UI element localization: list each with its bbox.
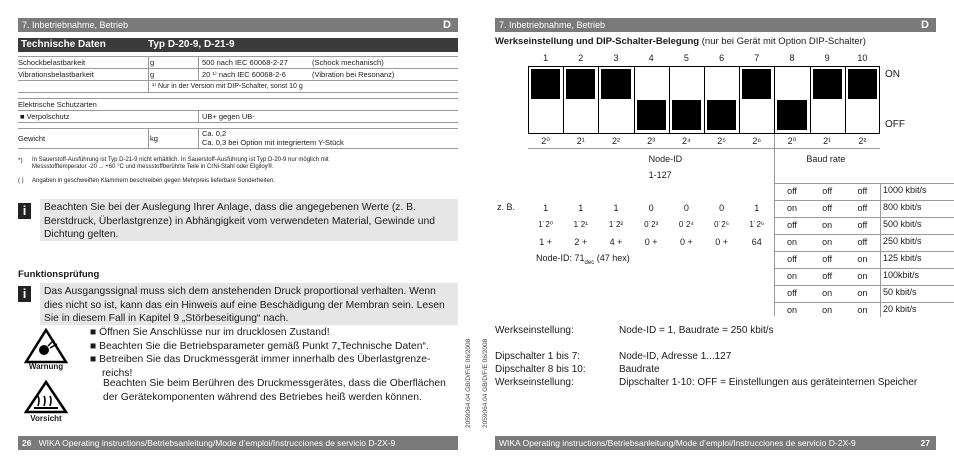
left-header-title: 7. Inbetriebnahme, Betrieb — [22, 20, 129, 30]
baud-rate-label: Baud rate — [806, 154, 846, 164]
right-header-bar — [495, 18, 936, 32]
baud-cell: off — [822, 186, 833, 196]
protection-title: Elektrische Schutzarten — [18, 100, 97, 109]
right-side-code: 2059064.04 GB/D/F/E 06/2008 — [482, 338, 489, 428]
example-sum: 2 + — [574, 237, 588, 247]
werk2-label: Werkseinstellung: — [495, 377, 574, 388]
baud-cell: off — [857, 220, 868, 230]
dip-switch-number: 6 — [719, 53, 725, 63]
warning-item-2: ■ Beachten Sie die Betriebsparameter gemäß Punkt 7„Technische Daten“. — [90, 340, 429, 352]
baud-cell: on — [786, 237, 797, 247]
row-vib-unit: g — [150, 70, 155, 79]
baud-rate-value: 100kbit/s — [883, 270, 920, 280]
baud-cell: on — [786, 271, 797, 281]
left-page-number: 26 — [22, 438, 32, 448]
dip-col-divider — [845, 66, 846, 134]
dip-switch-lever — [531, 69, 560, 99]
baud-rate-value: 20 kbit/s — [883, 304, 917, 314]
caution-box — [18, 380, 74, 426]
baud-rate-value: 800 kbit/s — [883, 202, 922, 212]
dip810-label: Dipschalter 8 bis 10: — [495, 364, 586, 375]
baud-cell: off — [822, 203, 833, 213]
example-bit: 0 — [683, 203, 689, 213]
node-id-result-value: Node-ID: 71 — [536, 253, 585, 263]
row-vib-label: Vibrationsbelastbarkeit — [18, 70, 94, 79]
werk1-label: Werkseinstellung: — [495, 325, 574, 336]
baud-cell: off — [787, 220, 797, 230]
baud-cell: on — [822, 220, 833, 230]
dip-power-label: 2⁵ — [717, 136, 726, 146]
baud-row-line — [774, 268, 954, 269]
baud-cell: on — [822, 305, 833, 315]
baud-cell: off — [857, 186, 868, 196]
star-mark: *) — [18, 157, 23, 164]
info-icon: i — [18, 203, 31, 219]
dip-switch-lever — [601, 69, 630, 99]
dip-switch-lever — [672, 100, 701, 130]
dip-power-label: 2² — [611, 136, 620, 146]
weight-value-1: Ca. 0,2 — [202, 129, 227, 138]
baud-row-line — [774, 285, 954, 286]
weight-unit: kg — [150, 134, 158, 143]
baud-cell: on — [857, 271, 868, 281]
weight-label: Gewicht — [18, 134, 46, 143]
dip-power-label: 2⁶ — [752, 136, 762, 146]
right-page-number: 27 — [920, 438, 930, 448]
example-bit: 1 — [754, 203, 760, 213]
node-id-result-hex: (47 hex) — [594, 253, 630, 263]
right-header-title: 7. Inbetriebnahme, Betrieb — [499, 20, 606, 30]
example-sum: 4 + — [609, 237, 623, 247]
dip-col-divider — [634, 66, 635, 134]
hot-surface-icon — [24, 380, 68, 414]
right-header-lang: D — [921, 19, 929, 31]
dip-col-divider — [704, 66, 705, 134]
dip-switch-lever — [707, 100, 736, 130]
example-product: 0˙2³ — [644, 220, 659, 229]
dip-off-label: OFF — [885, 119, 905, 130]
weight-value-2: Ca. 0,3 bei Option mit integriertem Y-Stück — [202, 138, 344, 147]
paren-mark: ( ) — [18, 178, 24, 184]
dip-on-label: ON — [885, 69, 900, 80]
example-product: 1˙2⁰ — [538, 220, 553, 229]
dip-power-label: 2³ — [647, 136, 656, 146]
baud-row-line — [774, 217, 954, 218]
warning-item-3: ■ Betreiben Sie das Druckmessgerät immer innerhalb des Überlastgrenze-reichs! — [90, 354, 431, 379]
dip-switch-lever — [566, 69, 595, 99]
example-sum: 64 — [751, 237, 762, 247]
example-product: 0˙2⁵ — [714, 220, 730, 229]
dip-switch-number: 10 — [857, 53, 868, 63]
tech-heading-2: Typ D-20-9, D-21-9 — [148, 39, 235, 50]
example-product: 1˙2¹ — [573, 220, 588, 229]
baud-cell: on — [857, 288, 868, 298]
tech-heading-1: Technische Daten — [21, 39, 106, 50]
dip-switch-number: 4 — [648, 53, 654, 63]
baud-rate-value: 50 kbit/s — [883, 287, 917, 297]
dip-col-divider — [810, 66, 811, 134]
dip-col-divider — [598, 66, 599, 134]
baud-cell: off — [787, 288, 797, 298]
dip-switch-lever — [742, 69, 771, 99]
protection-item: ■ Verpolschutz — [20, 112, 70, 121]
dip-switch-number: 2 — [578, 53, 584, 63]
left-footer — [18, 436, 458, 450]
dip-power-label: 2⁴ — [681, 136, 691, 146]
baud-cell: on — [786, 305, 797, 315]
dip-switch-number: 9 — [824, 53, 830, 63]
dip-col-divider — [669, 66, 670, 134]
example-bit: 1 — [543, 203, 549, 213]
dip-power-label: 2⁰ — [541, 136, 550, 146]
info-text-1: Beachten Sie bei der Auslegung Ihrer Anlage, dass die angegebenen Werte (z. B. Berstdruck, Überlastgrenze) in Abhängigkeit vom verwendeten Material, Gewinde und Dichtung gelten. — [44, 202, 435, 240]
dip-switch-lever — [637, 100, 666, 130]
baud-cell: on — [822, 237, 833, 247]
example-sum: 0 + — [715, 237, 728, 247]
protection-value: UB+ gegen UB- — [202, 112, 255, 121]
example-bit: 0 — [648, 203, 654, 213]
dip-power-label: 2² — [858, 136, 867, 146]
node-id-result — [536, 254, 630, 268]
example-product: 1˙2² — [608, 220, 624, 229]
caution-label: Vorsicht — [30, 414, 62, 423]
left-footer-text: WIKA Operating instructions/Betriebsanleitung/Mode d’emploi/Instrucciones de servicio D-2X-9 — [38, 438, 396, 448]
dip-power-label: 2⁰ — [787, 136, 797, 146]
dip-title: Werkseinstellung und DIP-Schalter-Belegung (nur bei Gerät mit Option DIP-Schalter) — [495, 36, 866, 47]
dip17-label: Dipschalter 1 bis 7: — [495, 351, 581, 362]
werk1-value: Node-ID = 1, Baudrate = 250 kbit/s — [619, 325, 774, 336]
dip-switch-lever — [848, 69, 877, 99]
dip-switch-number: 7 — [754, 53, 760, 63]
star-text-2: Messstofftemperatur -20 ... +60 °C und messstoffberührte Teile in CrNi-Stahl oder Elgiloy®. — [32, 164, 274, 170]
example-bit: 1 — [578, 203, 584, 213]
warning-icon — [24, 328, 68, 364]
row-shock-value: 500 nach IEC 60068-2-27 — [202, 58, 288, 67]
dip-switch-number: 1 — [543, 53, 549, 63]
baud-row-line — [774, 183, 954, 184]
left-side-code: 2059064.04 GB/D/F/E 06/2008 — [465, 338, 472, 428]
paren-text: Angaben in geschweiften Klammern beschreiben gegen Mehrpreis lieferbare Sonderheiten. — [32, 178, 275, 184]
baud-value-divider — [880, 183, 881, 317]
row-shock-unit: g — [150, 58, 155, 67]
dip17-value: Node-ID, Adresse 1...127 — [619, 351, 732, 362]
funktion-title: Funktionsprüfung — [18, 269, 100, 280]
baud-cell: on — [822, 288, 833, 298]
node-id-result-sub: dec — [584, 259, 595, 266]
baud-row-line — [774, 302, 954, 303]
dip-row-line — [528, 148, 880, 149]
baud-cell: off — [857, 203, 868, 213]
warning-list — [90, 326, 458, 380]
example-product: 0˙2⁴ — [678, 220, 694, 229]
node-id-label: Node-ID — [648, 154, 683, 164]
right-page — [477, 0, 954, 471]
dip-col-divider — [563, 66, 564, 134]
baud-cell: on — [786, 203, 797, 213]
dip-switch-number: 8 — [789, 53, 795, 63]
baud-rate-value: 250 kbit/s — [883, 236, 922, 246]
dip-power-label: 2¹ — [823, 136, 832, 146]
row-vib-note: (Vibration bei Resonanz) — [312, 70, 395, 79]
caution-text: Beachten Sie beim Berühren des Druckmessgerätes, dass die Oberflächen der Gerätekomponenten während des Betriebes heiß werden können. — [103, 378, 446, 403]
example-product: 1˙2⁶ — [749, 220, 765, 229]
dip-col-divider — [739, 66, 740, 134]
dip810-value: Baudrate — [619, 364, 660, 375]
dip-switch-lever — [777, 100, 806, 130]
baud-cell: on — [857, 254, 868, 264]
row-vib-value: 20 ¹⁾ nach IEC 60068-2-6 — [202, 70, 286, 79]
table-footnote-1: ¹⁾ Nur in der Version mit DIP-Schalter, sonst 10 g — [152, 83, 303, 90]
row-shock-note: (Schock mechanisch) — [312, 58, 384, 67]
info-text-2: Das Ausgangssignal muss sich dem anstehenden Druck proportional verhalten. Wenn dies nicht so ist, kann das ein Hinweis auf eine Beschädigung der Membran sein. Lesen Sie in diesem Fall in Kapitel 9 „Störbeseitigung“ nach. — [44, 286, 445, 324]
dip-switch-number: 5 — [683, 53, 689, 63]
tech-table-heading — [18, 38, 458, 52]
baud-rate-value: 125 kbit/s — [883, 253, 922, 263]
right-footer — [495, 436, 936, 450]
example-bit: 0 — [719, 203, 725, 213]
werk2-value: Dipschalter 1-10: OFF = Einstellungen aus geräteinternen Speicher — [619, 377, 918, 388]
example-sum: 0 + — [644, 237, 658, 247]
baud-cell: off — [822, 271, 833, 281]
star-text-1: In Sauerstoff-Ausführung ist Typ D-21-9 nicht erhältlich. In Sauerstoff-Ausführung ist Typ D-20-9 nur möglich mit — [32, 157, 329, 163]
right-footer-text: WIKA Operating instructions/Betriebsanleitung/Mode d’emploi/Instrucciones de servicio D-2X-9 — [499, 438, 856, 448]
example-label: z. B. — [497, 202, 516, 212]
baud-cell: off — [857, 237, 868, 247]
baud-cell: off — [822, 254, 833, 264]
example-sum: 0 + — [680, 237, 693, 247]
baud-cell: off — [787, 254, 797, 264]
left-header-lang: D — [443, 19, 451, 31]
example-sum: 1 + — [539, 237, 552, 247]
baud-row-line — [774, 234, 954, 235]
baud-row-line — [774, 200, 954, 201]
dip-col-divider — [774, 66, 775, 134]
warning-item-1: ■ Öffnen Sie Anschlüsse nur im drucklosen Zustand! — [90, 327, 330, 338]
warning-label: Warnung — [28, 362, 64, 371]
baud-row-line — [774, 251, 954, 252]
baud-rate-value: 500 kbit/s — [883, 219, 922, 229]
row-shock-label: Schockbelastbarkeit — [18, 58, 86, 67]
dip-power-label: 2¹ — [576, 136, 585, 146]
baud-cell: on — [857, 305, 868, 315]
node-id-range: 1-127 — [648, 170, 672, 180]
warning-box — [18, 328, 74, 374]
info-icon: i — [18, 286, 31, 302]
left-header-bar — [18, 18, 458, 32]
baud-cell: off — [787, 186, 797, 196]
example-bit: 1 — [613, 203, 619, 213]
dip-switch-lever — [813, 69, 842, 99]
baud-rate-value: 1000 kbit/s — [883, 185, 927, 195]
dip-switch-number: 3 — [613, 53, 619, 63]
